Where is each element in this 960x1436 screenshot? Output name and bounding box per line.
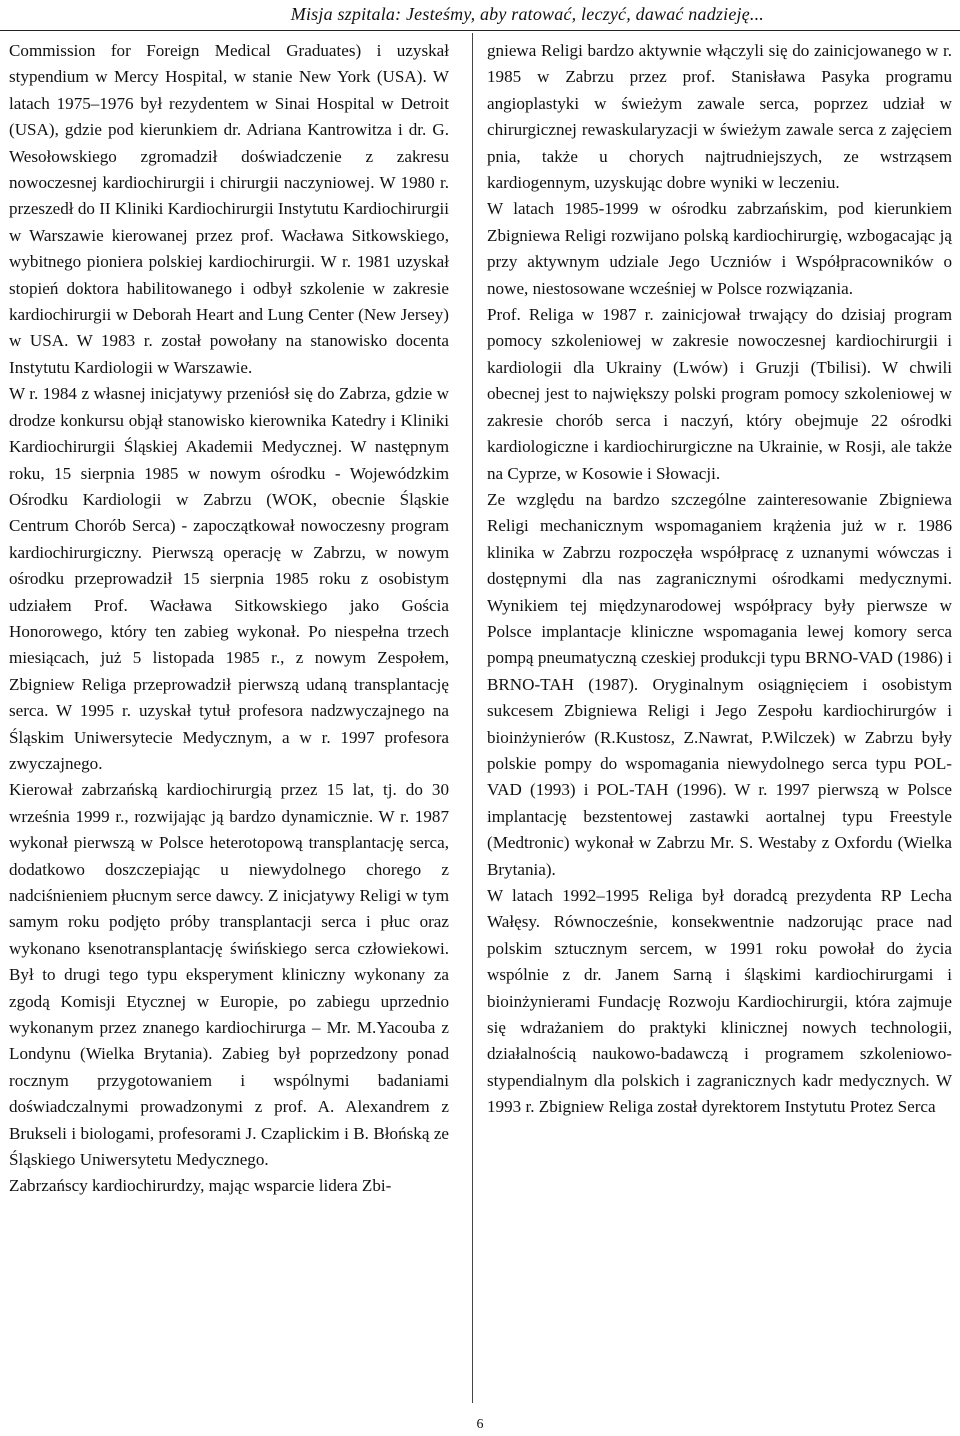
- column-divider: [472, 33, 473, 1403]
- right-paragraph-1: gniewa Religi bardzo aktywnie włączyli się do zainicjowanego w r. 1985 w Zabrzu przez prof. Stanisława Pasyka programu angioplastyki w świeżym zawale serca, poprzez udział w chirurgicznej rewaskularyzacji w świeżym zawale serca z zajęciem pnia, także u chorych najtrudniejszych, ze wstrząsem kardiogennym, uzyskując dobre wyniki w leczeniu.: [487, 41, 952, 193]
- left-column: [9, 38, 449, 1200]
- page-header: [0, 2, 960, 28]
- right-column: [487, 38, 952, 1121]
- right-paragraph-2: W latach 1985-1999 w ośrodku zabrzańskim, pod kierunkiem Zbigniewa Religi rozwijano polską kardiochirurgię, wzbogacając ją przy aktywnym udziale Jego Uczniów i Współpracowników o nowe, niestosowane wcześniej w Polsce rozwiązania.: [487, 199, 952, 298]
- running-header-title: Misja szpitala: Jesteśmy, aby ratować, leczyć, dawać nadzieję...: [290, 4, 764, 24]
- right-paragraph-5: W latach 1992–1995 Religa był doradcą prezydenta RP Lecha Wałęsy. Równocześnie, konsekwentnie nadzorując prace nad polskim sztucznym sercem, w 1991 roku powołał do życia wspólnie z dr. Janem Sarną i śląskimi kardiochirurgami i bioinżynierami Fundację Rozwoju Kardiochirurgii, która zajmuje się wdrażaniem do praktyki klinicznej nowych technologii, działalnością naukowo-badawczą i programem szkoleniowo-stypendialnym dla polskich i zagranicznych kadr medycznych. W 1993 r. Zbigniew Religa został dyrektorem Instytutu Protez Serca: [487, 886, 952, 1117]
- left-paragraph-2: W r. 1984 z własnej inicjatywy przeniósł się do Zabrza, gdzie w drodze konkursu objął stanowisko kierownika Katedry i Kliniki Kardiochirurgii Śląskiej Akademii Medycznej. W następnym roku, 15 sierpnia 1985 w nowym ośrodku - Wojewódzkim Ośrodku Kardiologii w Zabrzu (WOK, obecnie Śląskie Centrum Chorób Serca) - zapoczątkował nowoczesny program kardiochirurgiczny. Pierwszą operację w Zabrzu, w nowym ośrodku przeprowadził 15 sierpnia 1985 roku z osobistym udziałem Prof. Wacława Sitkowskiego jako Gościa Honorowego, który ten zabieg wykonał. Po niespełna trzech miesiącach, już 5 listopada 1985 r., z nowym Zespołem, Zbigniew Religa przeprowadził pierwszą udaną transplantację serca. W 1995 r. uzyskał tytuł profesora nadzwyczajnego na Śląskim Uniwersytecie Medycznym, a w r. 1997 profesora zwyczajnego.: [9, 384, 449, 773]
- right-paragraph-3: Prof. Religa w 1987 r. zainicjował trwający do dzisiaj program pomocy szkoleniowej w zakresie nowoczesnej kardiochirurgii i kardiologii dla Ukrainy (Lwów) i Gruzji (Tbilisi). W chwili obecnej jest to największy polski program pomocy szkoleniowej w zakresie chorób serca i naczyń, który obejmuje 22 ośrodki kardiologiczne i kardiochirurgiczne na Ukrainie, w Rosji, ale także na Cyprze, w Kosowie i Słowacji.: [487, 305, 952, 483]
- right-paragraph-4: Ze względu na bardzo szczególne zainteresowanie Zbigniewa Religi mechanicznym wspomaganiem krążenia już w r. 1986 klinika w Zabrzu rozpoczęła współpracę z uznanymi wówczas i dostępnymi dla nas zagranicznymi ośrodkami medycznymi. Wynikiem tej międzynarodowej współpracy były pierwsze w Polsce implantacje kliniczne wspomagania lewej komory serca pompą pneumatyczną czeskiej produkcji typu BRNO-VAD (1986) i BRNO-TAH (1987). Oryginalnym osiągnięciem i osobistym sukcesem Zbigniewa Religi i Jego Zespołu kardiochirurgów i bioinżynierów (R.Kustosz, Z.Nawrat, P.Wilczek) w Zabrzu były polskie pompy do wspomagania niewydolnego serca typu POL-VAD (1993) i POL-TAH (1996). W r. 1997 pierwszą w Polsce implantację bezstentowej zastawki aortalnej typu Freestyle (Medtronic) wykonał w Zabrzu Mr. S. Westaby z Oxfordu (Wielka Brytania).: [487, 489, 952, 879]
- left-paragraph-3: Kierował zabrzańską kardiochirurgią przez 15 lat, tj. do 30 września 1999 r., rozwijając ją bardzo dynamicznie. W r. 1987 wykonał pierwszą w Polsce heterotopową transplantację serca, dodatkowo doszczepiając u niewydolnego chorego z nadciśnieniem płucnym serce dawcy. Z inicjatywy Religi w tym samym roku podjęto próby transplantacji serca i płuc oraz wykonano ksenotransplantację świńskiego serca człowiekowi. Był to drugi tego typu eksperyment kliniczny wykonany za zgodą Komisji Etycznej w Europie, po zabiegu uprzednio wykonanym przez znanego kardiochirurga – Mr. M.Yacouba z Londynu (Wielka Brytania). Zabieg był poprzedzony ponad rocznym przygotowaniem i wspólnymi badaniami doświadczalnymi prowadzonymi z prof. A. Alexandrem z Brukseli i biologami, profesorami J. Czaplickim i B. Błońską ze Śląskiego Uniwersytetu Medycznego.: [9, 780, 449, 1170]
- header-rule: [0, 30, 960, 31]
- left-paragraph-4: Zabrzańscy kardiochirurdzy, mając wsparcie lidera Zbi-: [9, 1176, 392, 1196]
- left-paragraph-1: Commission for Foreign Medical Graduates) i uzyskał stypendium w Mercy Hospital, w stanie New York (USA). W latach 1975–1976 był rezydentem w Sinai Hospital w Detroit (USA), gdzie pod kierunkiem dr. Adriana Kantrowitza i dr. G. Wesołowskiego zgromadził doświadczenie z zakresu nowoczesnej kardiochirurgii i chirurgii naczyniowej. W 1980 r. przeszedł do II Kliniki Kardiochirurgii Instytutu Kardiochirurgii w Warszawie kierowanej przez prof. Wacława Sitkowskiego, wybitnego pioniera polskiej kardiochirurgii. W r. 1981 uzyskał stopień doktora habilitowanego i odbył szkolenie w zakresie kardiochirurgii w Deborah Heart and Lung Center (New Jersey) w USA. W 1983 r. został powołany na stanowisko docenta Instytutu Kardiologii w Warszawie.: [9, 41, 449, 377]
- page-number: 6: [476, 1417, 484, 1432]
